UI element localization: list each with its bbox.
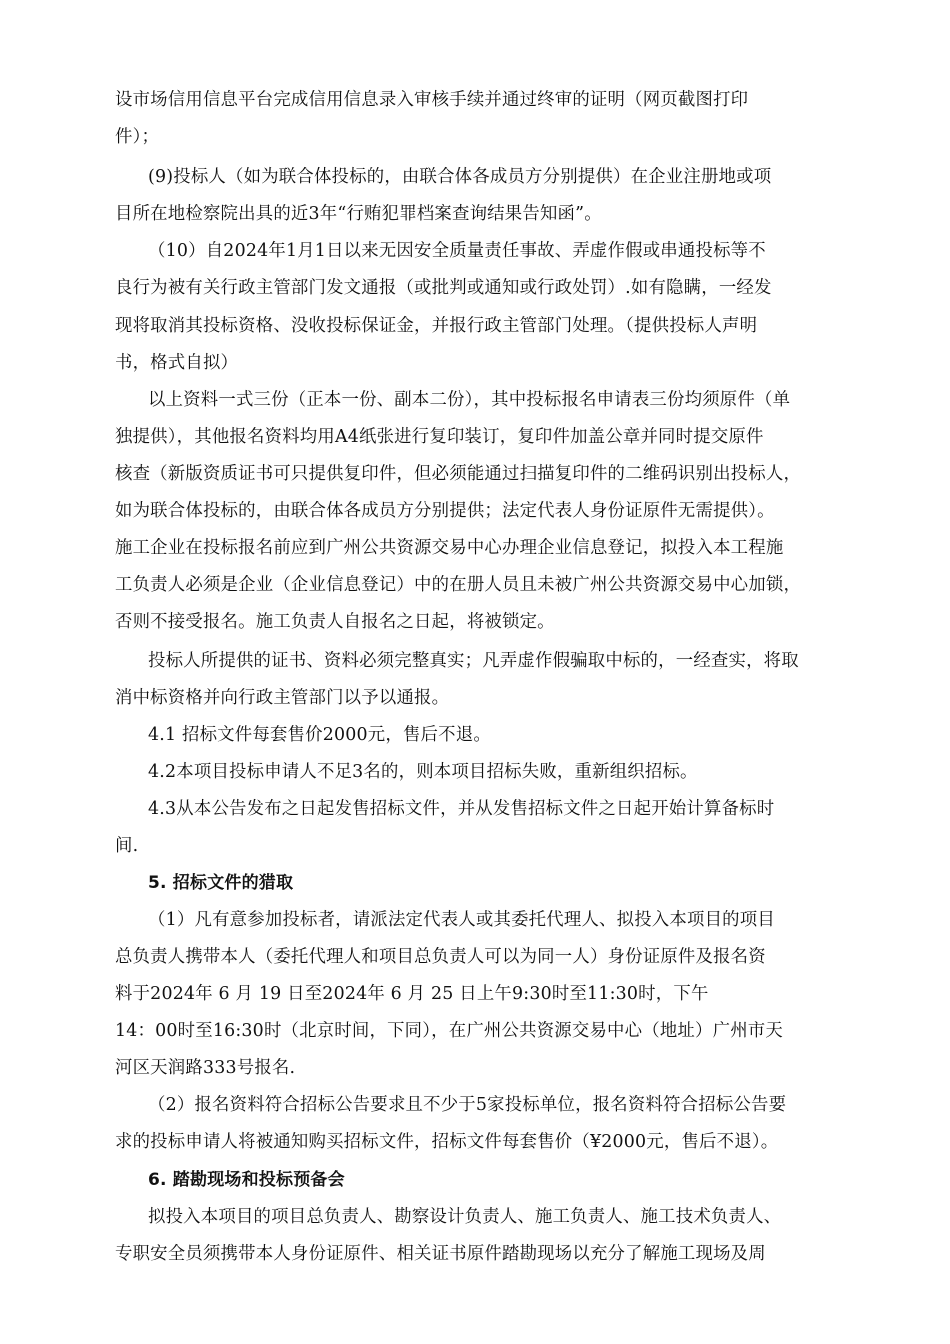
paragraph-line: 否则不接受报名。施工负责人自报名之日起，将被锁定。 bbox=[115, 612, 555, 632]
section-heading: 6. 踏勘现场和投标预备会 bbox=[148, 1170, 345, 1190]
paragraph-line: 以上资料一式三份（正本一份、副本二份），其中投标报名申请表三份均须原件（单 bbox=[148, 390, 791, 410]
paragraph-line: 良行为被有关行政主管部门发文通报（或批判或通知或行政处罚）.如有隐瞒，一经发 bbox=[115, 278, 772, 298]
paragraph-line: 投标人所提供的证书、资料必须完整真实；凡弄虚作假骗取中标的，一经查实，将取 bbox=[148, 651, 799, 671]
paragraph-line: 拟投入本项目的项目总负责人、勘察设计负责人、施工负责人、施工技术负责人、 bbox=[148, 1207, 782, 1227]
paragraph-line: 施工企业在投标报名前应到广州公共资源交易中心办理企业信息登记，拟投入本工程施 bbox=[115, 538, 784, 558]
paragraph-line: （1）凡有意参加投标者，请派法定代表人或其委托代理人、拟投入本项目的项目 bbox=[148, 910, 775, 930]
paragraph-line: （2）报名资料符合招标公告要求且不少于5家投标单位，报名资料符合招标公告要 bbox=[148, 1095, 787, 1115]
paragraph-line: 工负责人必须是企业（企业信息登记）中的在册人员且未被广州公共资源交易中心加锁， bbox=[115, 575, 802, 595]
section-heading: 5. 招标文件的猎取 bbox=[148, 873, 294, 893]
paragraph-line: 书，格式自拟） bbox=[115, 353, 239, 373]
paragraph-line: 4.1 招标文件每套售价2000元，售后不退。 bbox=[148, 725, 491, 745]
paragraph-line: 料于2024年 6 月 19 日至2024年 6 月 25 日上午9:30时至11:30时，下午 bbox=[115, 984, 709, 1004]
paragraph-line: 河区天润路333号报名. bbox=[115, 1058, 296, 1078]
paragraph-line: 4.3从本公告发布之日起发售招标文件，并从发售招标文件之日起开始计算备标时 bbox=[148, 799, 775, 819]
paragraph-line: 总负责人携带本人（委托代理人和项目总负责人可以为同一人）身份证原件及报名资 bbox=[115, 947, 766, 967]
paragraph-line: 4.2本项目投标申请人不足3名的，则本项目招标失败，重新组织招标。 bbox=[148, 762, 698, 782]
paragraph-line: （10）自2024年1月1日以来无因安全质量责任事故、弄虚作假或串通投标等不 bbox=[148, 241, 766, 261]
paragraph-line: 设市场信用信息平台完成信用信息录入审核手续并通过终审的证明（网页截图打印 bbox=[115, 90, 749, 110]
paragraph-line: 14：00时至16:30时（北京时间，下同），在广州公共资源交易中心（地址）广州市天 bbox=[115, 1021, 783, 1041]
paragraph-line: 间. bbox=[115, 836, 139, 856]
paragraph-line: 核查（新版资质证书可只提供复印件，但必须能通过扫描复印件的二维码识别出投标人， bbox=[115, 464, 802, 484]
paragraph-line: 专职安全员须携带本人身份证原件、相关证书原件踏勘现场以充分了解施工现场及周 bbox=[115, 1244, 766, 1264]
paragraph-line: 现将取消其投标资格、没收投标保证金，并报行政主管部门处理。（提供投标人声明 bbox=[115, 316, 758, 336]
paragraph-line: 消中标资格并向行政主管部门以予以通报。 bbox=[115, 688, 450, 708]
paragraph-line: 独提供），其他报名资料均用A4纸张进行复印装订，复印件加盖公章并同时提交原件 bbox=[115, 427, 764, 447]
paragraph-line: 件）； bbox=[115, 127, 160, 147]
paragraph-line: 如为联合体投标的，由联合体各成员方分别提供；法定代表人身份证原件无需提供）。 bbox=[115, 501, 775, 521]
paragraph-line: 求的投标申请人将被通知购买招标文件，招标文件每套售价（¥2000元，售后不退）。 bbox=[115, 1132, 779, 1152]
paragraph-line: 目所在地检察院出具的近3年“行贿犯罪档案查询结果告知函”。 bbox=[115, 204, 602, 224]
paragraph-line: (9)投标人（如为联合体投标的，由联合体各成员方分别提供）在企业注册地或项 bbox=[148, 167, 772, 187]
